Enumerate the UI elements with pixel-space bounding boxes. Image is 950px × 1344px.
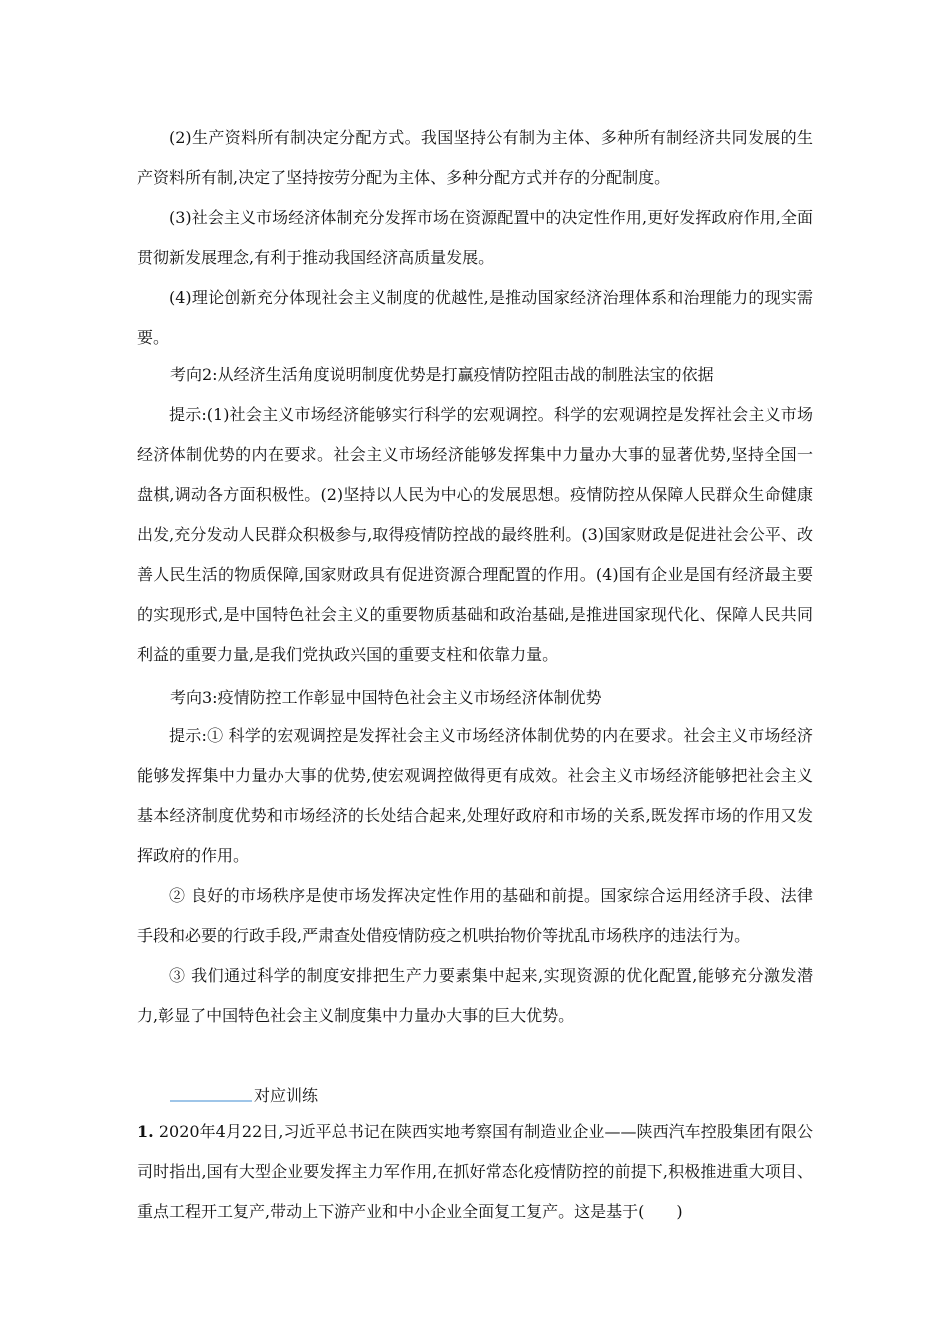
question-1 — [137, 1112, 813, 1232]
section-bar-decoration — [170, 1100, 252, 1102]
direction-3-hint-1: 提示:① 科学的宏观调控是发挥社会主义市场经济体制优势的内在要求。社会主义市场经济能够发挥集中力量办大事的优势,使宏观调控做得更有成效。社会主义市场经济能够把社会主义基本经济制度优势和市场经济的长处结合起来,处理好政府和市场的关系,既发挥市场的作用又发挥政府的作用。 — [137, 726, 813, 865]
direction-3-heading: 考向3:疫情防控工作彰显中国特色社会主义市场经济体制优势 — [170, 688, 602, 707]
paragraph-market-economy: (3)社会主义市场经济体制充分发挥市场在资源配置中的决定性作用,更好发挥政府作用,全面贯彻新发展理念,有利于推动我国经济高质量发展。 — [137, 208, 813, 267]
direction-2-hint: 提示:(1)社会主义市场经济能够实行科学的宏观调控。科学的宏观调控是发挥社会主义市场经济体制优势的内在要求。社会主义市场经济能够发挥集中力量办大事的显著优势,坚持全国一盘棋,调动各方面积极性。(2)坚持以人民为中心的发展思想。疫情防控从保障人民群众生命健康出发,充分发动人民群众积极参与,取得疫情防控战的最终胜利。(3)国家财政是促进社会公平、改善人民生活的物质保障,国家财政具有促进资源合理配置的作用。(4)国有企业是国有经济最主要的实现形式,是中国特色社会主义的重要物质基础和政治基础,是推进国家现代化、保障人民共同利益的重要力量,是我们党执政兴国的重要支柱和依靠力量。 — [137, 405, 813, 664]
direction-2-heading: 考向2:从经济生活角度说明制度优势是打赢疫情防控阻击战的制胜法宝的依据 — [170, 365, 714, 384]
direction-3-hint-3: ③ 我们通过科学的制度安排把生产力要素集中起来,实现资源的优化配置,能够充分激发潜力,彰显了中国特色社会主义制度集中力量办大事的巨大优势。 — [137, 966, 813, 1025]
section-label — [170, 1079, 318, 1109]
paragraph-theory-innovation: (4)理论创新充分体现社会主义制度的优越性,是推动国家经济治理体系和治理能力的现实需要。 — [137, 288, 813, 347]
question-text: 2020年4月22日,习近平总书记在陕西实地考察国有制造业企业——陕西汽车控股集团有限公司时指出,国有大型企业要发挥主力军作用,在抓好常态化疫情防控的前提下,积极推进重大项目、重点工程开工复产,带动上下游产业和中小企业全面复工复产。这是基于( ) — [137, 1122, 813, 1221]
section-label-text: 对应训练 — [254, 1085, 319, 1105]
direction-3-hint-2: ② 良好的市场秩序是使市场发挥决定性作用的基础和前提。国家综合运用经济手段、法律手段和必要的行政手段,严肃查处借疫情防疫之机哄抬物价等扰乱市场秩序的违法行为。 — [137, 886, 813, 945]
paragraph-distribution-determined: (2)生产资料所有制决定分配方式。我国坚持公有制为主体、多种所有制经济共同发展的生产资料所有制,决定了坚持按劳分配为主体、多种分配方式并存的分配制度。 — [137, 128, 813, 187]
question-number: 1. — [137, 1122, 154, 1141]
